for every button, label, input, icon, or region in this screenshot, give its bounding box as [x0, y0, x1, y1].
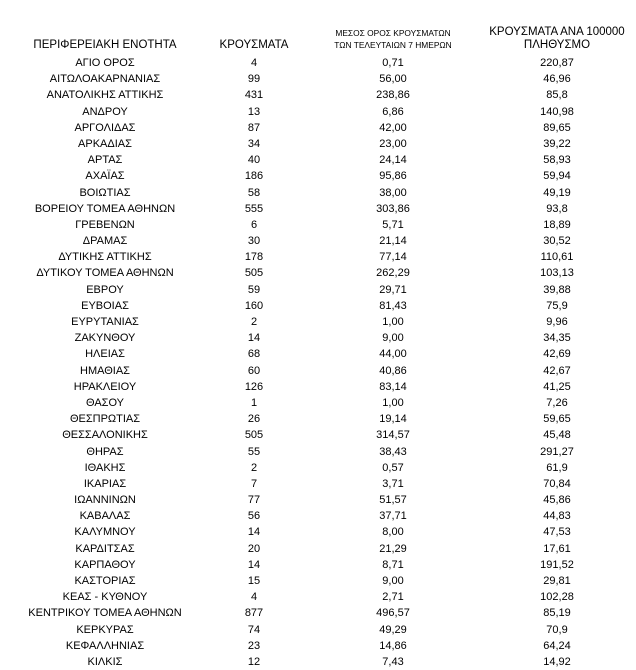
cell-region: ΓΡΕΒΕΝΩΝ [75, 218, 135, 231]
table-row [0, 541, 636, 557]
table-row [0, 508, 636, 524]
cell-avg-7-days: 1,00 [382, 396, 404, 409]
cell-cases-per-100k: 45,48 [543, 429, 571, 442]
cell-avg-7-days: 8,00 [382, 526, 404, 539]
cell-cases: 505 [244, 429, 264, 442]
header-cases-per-100k [478, 26, 636, 52]
cell-cases: 12 [247, 655, 261, 668]
table-row [0, 298, 636, 314]
cell-region: ΙΩΑΝΝΙΝΩΝ [74, 494, 136, 507]
cell-avg-7-days: 95,86 [379, 170, 407, 183]
cell-cases-per-100k: 9,96 [546, 316, 568, 328]
cell-cases-per-100k: 29,81 [543, 575, 571, 587]
cell-avg-7-days: 38,00 [379, 186, 407, 199]
cell-avg-7-days: 77,14 [379, 251, 407, 264]
cell-avg-7-days: 40,86 [379, 364, 407, 377]
cell-cases: 20 [247, 542, 261, 555]
cell-cases-per-100k: 191,52 [540, 558, 574, 571]
cell-avg-7-days: 19,14 [379, 413, 407, 426]
cell-cases: 60 [247, 364, 261, 377]
table-row [0, 282, 636, 298]
table-row [0, 460, 636, 476]
cell-avg-7-days: 29,71 [379, 283, 407, 296]
cell-cases-per-100k: 58,93 [543, 154, 571, 167]
table-row [0, 573, 636, 589]
cell-cases: 6 [250, 218, 258, 231]
cell-cases: 2 [250, 316, 258, 328]
cell-avg-7-days: 83,14 [379, 380, 407, 393]
table-row [0, 314, 636, 330]
cell-cases: 178 [244, 251, 264, 264]
cell-cases: 15 [247, 575, 261, 587]
table-row [0, 136, 636, 152]
cell-region: ΘΑΣΟΥ [85, 396, 125, 409]
cell-cases: 877 [244, 607, 264, 620]
table-row [0, 249, 636, 265]
cell-cases-per-100k: 220,87 [540, 57, 574, 69]
cell-avg-7-days: 9,00 [382, 575, 404, 587]
cell-cases-per-100k: 291,27 [540, 445, 574, 458]
table-row [0, 427, 636, 443]
cell-avg-7-days: 5,71 [382, 218, 404, 231]
cell-region: ΑΓΙΟ ΟΡΟΣ [75, 57, 135, 69]
cell-cases: 77 [247, 494, 261, 507]
cell-cases: 87 [247, 121, 261, 134]
cell-avg-7-days: 1,00 [382, 316, 404, 328]
cell-avg-7-days: 7,43 [382, 655, 404, 668]
table-row [0, 476, 636, 492]
cell-cases-per-100k: 39,22 [543, 137, 571, 150]
table-row [0, 120, 636, 136]
cell-region: ΙΘΑΚΗΣ [84, 461, 126, 474]
cell-cases-per-100k: 61,9 [546, 461, 568, 474]
cell-region: ΔΥΤΙΚΟΥ ΤΟΜΕΑ ΑΘΗΝΩΝ [36, 267, 174, 280]
cell-region: ΕΥΒΟΙΑΣ [81, 299, 129, 312]
table-body [0, 55, 636, 670]
cell-region: ΚΕΡΚΥΡΑΣ [76, 623, 134, 636]
table-row [0, 233, 636, 249]
cell-cases: 56 [247, 510, 261, 523]
cell-cases: 14 [247, 558, 261, 571]
cell-avg-7-days: 49,29 [379, 623, 407, 636]
cell-cases-per-100k: 18,89 [543, 218, 571, 231]
cell-avg-7-days: 262,29 [376, 267, 410, 280]
cell-cases: 14 [247, 332, 261, 345]
cell-region: ΒΟΙΩΤΙΑΣ [79, 186, 131, 199]
cell-region: ΚΑΒΑΛΑΣ [79, 510, 131, 523]
table-row [0, 217, 636, 233]
cell-avg-7-days: 0,57 [382, 461, 404, 474]
cell-cases: 59 [247, 283, 261, 296]
cell-avg-7-days: 14,86 [379, 639, 407, 652]
cell-cases: 13 [247, 105, 261, 118]
cell-cases-per-100k: 44,83 [543, 510, 571, 523]
table-row [0, 346, 636, 362]
cell-region: ΑΙΤΩΛΟΑΚΑΡΝΑΝΙΑΣ [49, 73, 161, 86]
cell-cases-per-100k: 30,52 [543, 235, 571, 248]
table-row [0, 201, 636, 217]
cell-cases-per-100k: 49,19 [543, 186, 571, 199]
cell-region: ΘΕΣΠΡΩΤΙΑΣ [69, 413, 141, 426]
cell-cases: 160 [244, 299, 264, 312]
table-row [0, 104, 636, 120]
cell-region: ΖΑΚΥΝΘΟΥ [74, 332, 136, 345]
table-row [0, 71, 636, 87]
cell-cases-per-100k: 140,98 [540, 105, 574, 118]
cell-avg-7-days: 8,71 [382, 558, 404, 571]
table-row [0, 185, 636, 201]
cell-cases-per-100k: 39,88 [543, 283, 571, 296]
table-row [0, 492, 636, 508]
table-row [0, 363, 636, 379]
cell-region: ΕΥΡΥΤΑΝΙΑΣ [71, 316, 139, 328]
cell-cases-per-100k: 17,61 [543, 542, 571, 555]
cell-cases: 7 [250, 477, 258, 490]
cell-avg-7-days: 24,14 [379, 154, 407, 167]
cell-cases-per-100k: 47,53 [543, 526, 571, 539]
cell-cases-per-100k: 85,19 [543, 607, 571, 620]
cell-cases-per-100k: 75,9 [546, 299, 568, 312]
cell-cases: 74 [247, 623, 261, 636]
cell-region: ΗΛΕΙΑΣ [85, 348, 125, 361]
cell-avg-7-days: 21,29 [379, 542, 407, 555]
cell-avg-7-days: 51,57 [379, 494, 407, 507]
cell-region: ΑΡΤΑΣ [87, 154, 123, 167]
cell-cases: 40 [247, 154, 261, 167]
table-row [0, 379, 636, 395]
table-row [0, 411, 636, 427]
cell-cases-per-100k: 14,92 [543, 655, 571, 668]
cell-region: ΔΥΤΙΚΗΣ ΑΤΤΙΚΗΣ [58, 251, 152, 264]
cell-cases-per-100k: 102,28 [540, 591, 574, 604]
cell-avg-7-days: 0,71 [382, 57, 404, 69]
cell-cases: 14 [247, 526, 261, 539]
cell-avg-7-days: 6,86 [382, 105, 404, 118]
table-row [0, 654, 636, 670]
header-region: ΠΕΡΙΦΕΡΕΙΑΚΗ ΕΝΟΤΗΤΑ [33, 39, 177, 51]
cell-avg-7-days: 44,00 [379, 348, 407, 361]
cell-cases: 4 [250, 591, 258, 604]
cell-region: ΕΒΡΟΥ [86, 283, 124, 296]
cell-cases: 1 [250, 396, 258, 409]
cell-avg-7-days: 81,43 [379, 299, 407, 312]
cell-region: ΚΕΑΣ - ΚΥΘΝΟΥ [62, 591, 148, 604]
table-row [0, 55, 636, 71]
cell-avg-7-days: 9,00 [382, 332, 404, 345]
header-avg-7-days [298, 27, 488, 51]
cell-cases: 126 [244, 380, 264, 393]
cell-cases-per-100k: 42,69 [543, 348, 571, 361]
cell-region: ΚΙΛΚΙΣ [87, 655, 123, 668]
header-avg-line1: ΜΕΣΟΣ ΟΡΟΣ ΚΡΟΥΣΜΑΤΩΝ [335, 28, 451, 38]
cell-region: ΘΗΡΑΣ [86, 445, 124, 458]
cell-cases-per-100k: 85,8 [546, 89, 568, 102]
cell-avg-7-days: 37,71 [379, 510, 407, 523]
cell-cases-per-100k: 7,26 [546, 396, 568, 409]
table-row [0, 589, 636, 605]
table-row [0, 605, 636, 621]
cell-cases-per-100k: 41,25 [543, 380, 571, 393]
cell-region: ΘΕΣΣΑΛΟΝΙΚΗΣ [62, 429, 148, 442]
table-row [0, 152, 636, 168]
cell-avg-7-days: 21,14 [379, 235, 407, 248]
cell-cases: 68 [247, 348, 261, 361]
cell-cases-per-100k: 70,84 [543, 477, 571, 490]
cell-avg-7-days: 2,71 [382, 591, 404, 604]
header-per-line2: ΠΛΗΘΥΣΜΟ [523, 39, 591, 51]
cell-region: ΔΡΑΜΑΣ [82, 235, 128, 248]
cell-cases: 431 [244, 89, 264, 102]
cell-cases: 186 [244, 170, 264, 183]
table-row [0, 168, 636, 184]
cell-cases: 555 [244, 202, 264, 215]
cell-region: ΑΝΑΤΟΛΙΚΗΣ ΑΤΤΙΚΗΣ [46, 89, 164, 102]
cell-cases-per-100k: 70,9 [546, 623, 568, 636]
cell-region: ΚΑΣΤΟΡΙΑΣ [74, 575, 136, 587]
cell-cases: 23 [247, 639, 261, 652]
table-row [0, 638, 636, 654]
cell-cases-per-100k: 46,96 [543, 73, 571, 86]
cell-region: ΚΕΦΑΛΛΗΝΙΑΣ [65, 639, 145, 652]
cell-avg-7-days: 42,00 [379, 121, 407, 134]
cell-avg-7-days: 38,43 [379, 445, 407, 458]
cell-region: ΑΡΓΟΛΙΔΑΣ [74, 121, 136, 134]
cell-region: ΑΡΚΑΔΙΑΣ [78, 137, 132, 150]
table-row [0, 395, 636, 411]
cell-avg-7-days: 238,86 [376, 89, 410, 102]
table-row [0, 622, 636, 638]
cell-avg-7-days: 314,57 [376, 429, 410, 442]
cell-region: ΙΚΑΡΙΑΣ [83, 477, 127, 490]
cell-cases-per-100k: 59,65 [543, 413, 571, 426]
cell-cases-per-100k: 103,13 [540, 267, 574, 280]
cell-cases-per-100k: 89,65 [543, 121, 571, 134]
cell-cases: 99 [247, 73, 261, 86]
table-row [0, 557, 636, 573]
header-avg-line2: ΤΩΝ ΤΕΛΕΥΤΑΙΩΝ 7 ΗΜΕΡΩΝ [334, 40, 452, 50]
cell-region: ΗΜΑΘΙΑΣ [80, 364, 130, 377]
cell-cases-per-100k: 93,8 [546, 202, 568, 215]
cell-cases-per-100k: 34,35 [543, 332, 571, 345]
cell-cases: 2 [250, 461, 258, 474]
cell-region: ΚΑΡΠΑΘΟΥ [74, 558, 136, 571]
cell-avg-7-days: 56,00 [379, 73, 407, 86]
cell-cases: 34 [247, 137, 261, 150]
cell-avg-7-days: 303,86 [376, 202, 410, 215]
header-per-line1: ΚΡΟΥΣΜΑΤΑ ΑΝΑ 100000 [489, 26, 625, 38]
cell-cases: 26 [247, 413, 261, 426]
cell-cases-per-100k: 110,61 [540, 251, 574, 264]
cell-cases-per-100k: 45,86 [543, 494, 571, 507]
cell-region: ΚΑΡΔΙΤΣΑΣ [75, 542, 135, 555]
cell-cases: 4 [250, 57, 258, 69]
cell-cases: 505 [244, 267, 264, 280]
table-row [0, 265, 636, 281]
table-row [0, 444, 636, 460]
table-row [0, 330, 636, 346]
cell-region: ΚΕΝΤΡΙΚΟΥ ΤΟΜΕΑ ΑΘΗΝΩΝ [28, 607, 182, 620]
header-cases: ΚΡΟΥΣΜΑΤΑ [219, 39, 289, 51]
cell-cases: 58 [247, 186, 261, 199]
cell-avg-7-days: 496,57 [376, 607, 410, 620]
cell-region: ΑΝΔΡΟΥ [82, 105, 128, 118]
cell-cases-per-100k: 42,67 [543, 364, 571, 377]
table-row [0, 87, 636, 103]
cell-region: ΗΡΑΚΛΕΙΟΥ [73, 380, 137, 393]
cell-cases: 30 [247, 235, 261, 248]
cell-cases-per-100k: 59,94 [543, 170, 571, 183]
cell-cases: 55 [247, 445, 261, 458]
cell-cases-per-100k: 64,24 [543, 639, 571, 652]
table-row [0, 524, 636, 540]
cell-region: ΒΟΡΕΙΟΥ ΤΟΜΕΑ ΑΘΗΝΩΝ [34, 202, 176, 215]
cell-region: ΑΧΑΪΑΣ [85, 170, 125, 183]
cell-avg-7-days: 3,71 [382, 477, 404, 490]
cell-avg-7-days: 23,00 [379, 137, 407, 150]
cell-region: ΚΑΛΥΜΝΟΥ [74, 526, 136, 539]
